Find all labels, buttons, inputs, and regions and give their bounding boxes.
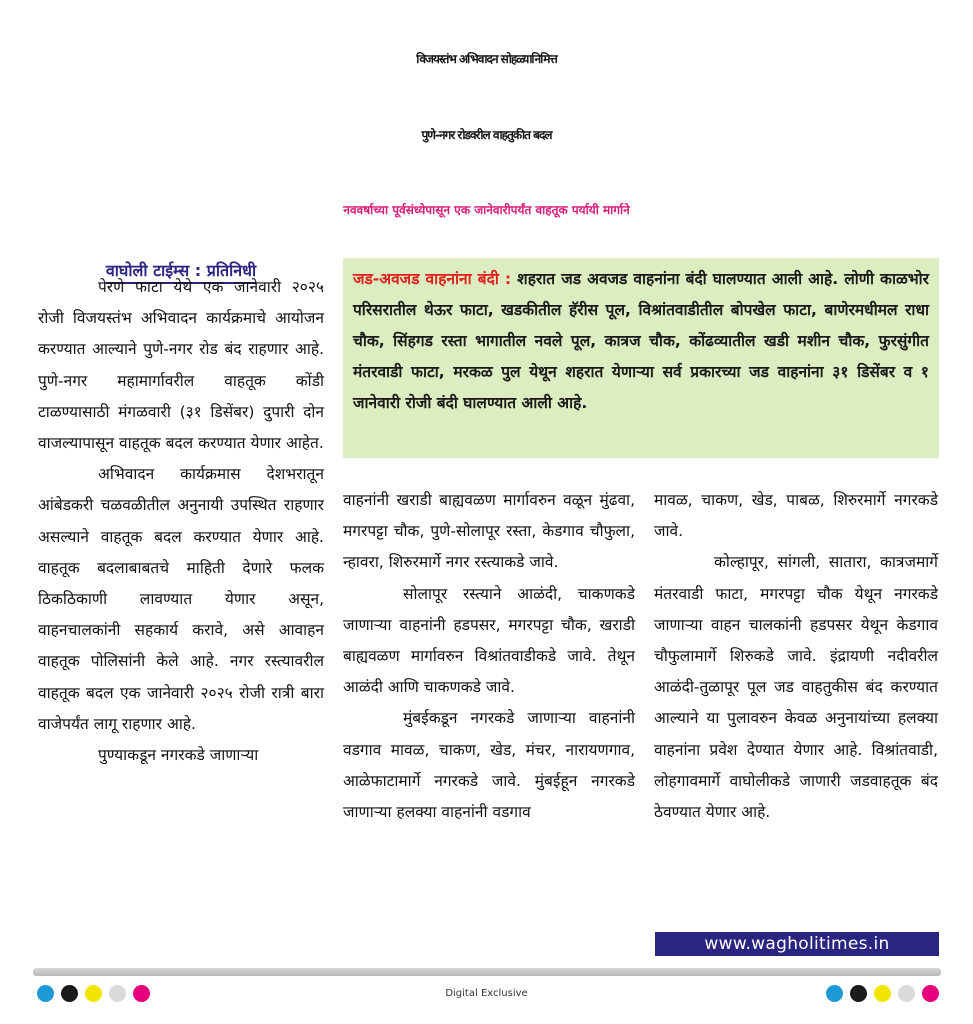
footer-rule [33, 968, 941, 976]
registration-dot-cyan [826, 985, 843, 1002]
column3-paragraph-1: मावळ, चाकण, खेड, पाबळ, शिरुरमार्गे नगरकडे जावे. [654, 491, 938, 541]
registration-dot-magenta [922, 985, 939, 1002]
column1-paragraph-3: पुण्याकडून नगरकडे जाणाऱ्या [98, 746, 259, 765]
registration-marks-right [826, 985, 939, 1002]
headline-line-2: पुणे-नगर रोडवरील वाहतुकीत बदल [421, 128, 552, 142]
notice-text: शहरात जड अवजड वाहनांना बंदी घालण्यात आली आहे. लोणी काळभोर परिसरातील थेऊर फाटा, खडकीतील हॅरीस पूल, विश्रांतवाडीतील बोपखेल फाटा, बाणेरमधीमल राधा चौक, सिंहगड रस्ता भागातील नवले पूल, कात्रज चौक, कोंढव्यातील खडी मशीन चौक, फुरसुंगीत मंतरवाडी फाटा, मरकळ पुल येथून शहरात येणाऱ्या सर्व प्रकारच्या जड वाहनांना ३१ डिसेंबर व १ जानेवारी रोजी बंदी घालण्यात आली आहे. [353, 270, 929, 412]
article-column-1 [38, 272, 324, 771]
column1-paragraph-1: पेरणे फाटा येथे एक जानेवारी २०२५ रोजी विजयस्तंभ अभिवादन कार्यक्रमाचे आयोजन करण्यात आल्याने पुणे-नगर रोड बंद राहणार आहे. पुणे-नगर महामार्गावरील वाहतूक कोंडी टाळण्यासाठी मंगळवारी (३१ डिसेंबर) दुपारी दोन वाजल्यापासून वाहतूक बदल करण्यात येणार आहेत. [38, 278, 324, 453]
article-column-3 [654, 485, 938, 828]
registration-dot-black [850, 985, 867, 1002]
registration-dot-grey [898, 985, 915, 1002]
registration-dot-yellow [874, 985, 891, 1002]
column1-paragraph-2: अभिवादन कार्यक्रमास देशभरातून आंबेडकरी चळवळीतील अनुनायी उपस्थित राहणार असल्याने वाहतूक बदल करण्यात येणार आहे. वाहतूक बदलाबाबतचे माहिती देणारे फलक ठिकठिकाणी लावण्यात येणार असून, वाहनचालकांनी सहकार्य करावे, असे आवाहन वाहतूक पोलिसांनी केले आहे. नगर रस्त्यावरील वाहतूक बदल एक जानेवारी २०२५ रोजी रात्री बारा वाजेपर्यंत लागू राहणार आहे. [38, 465, 324, 733]
column2-paragraph-3: मुंबईकडून नगरकडे जाणाऱ्या वाहनांनी वडगाव मावळ, चाकण, खेड, मंचर, नारायणगाव, आळेफाटामार्गे नगरकडे जावे. मुंबईहून नगरकडे जाणाऱ्या हलक्या वाहनांनी वडगाव [343, 709, 635, 822]
website-url[interactable]: www.wagholitimes.in [655, 932, 939, 956]
byline: वाघोली टाईम्स : प्रतिनिधी [106, 260, 256, 284]
column2-paragraph-1: वाहनांनी खराडी बाह्यवळण मार्गावरुन वळून मुंढवा, मगरपट्टा चौक, पुणे-सोलापूर रस्ता, केडगाव चौफुला, न्हावरा, शिरुरमार्गे नगर रस्त्याकडे जावे. [343, 491, 635, 572]
notice-lead: जड-अवजड वाहनांना बंदी : [353, 270, 512, 288]
subheadline: नववर्षाच्या पूर्वसंध्येपासून एक जानेवारीपर्यंत वाहतूक पर्यायी मार्गाने [343, 203, 630, 217]
headline-line-1: विजयस्तंभ अभिवादन सोहळ्यानिमित्त [416, 52, 557, 66]
column2-paragraph-2: सोलापूर रस्त्याने आळंदी, चाकणकडे जाणाऱ्या वाहनांनी हडपसर, मगरपट्टा चौक, खराडी बाह्यवळण मार्गावरुन विश्रांतवाडीकडे जावे. तेथून आळंदी आणि चाकणकडे जावे. [343, 584, 635, 697]
heavy-vehicle-ban-notice [343, 258, 939, 458]
article-column-2 [343, 485, 635, 828]
column3-paragraph-2: कोल्हापूर, सांगली, सातारा, कात्रजमार्गे मंतरवाडी फाटा, मगरपट्टा चौक येथून नगरकडे जाणाऱ्या वाहन चालकांनी हडपसर येथून केडगाव चौफुलामार्गे शिरुकडे जावे. इंद्रायणी नदीवरील आळंदी-तुळापूर पूल जड वाहतुकीस बंद करण्यात आल्याने या पुलावरुन केवळ अनुनायांच्या हलक्या वाहनांना प्रवेश देण्यात येणार आहे. विश्रांतवाडी, लोहगावमार्गे वाघोलीकडे जाणारी जडवाहतूक बंद ठेवण्यात येणार आहे. [654, 553, 938, 822]
footer-label: Digital Exclusive [445, 988, 528, 999]
